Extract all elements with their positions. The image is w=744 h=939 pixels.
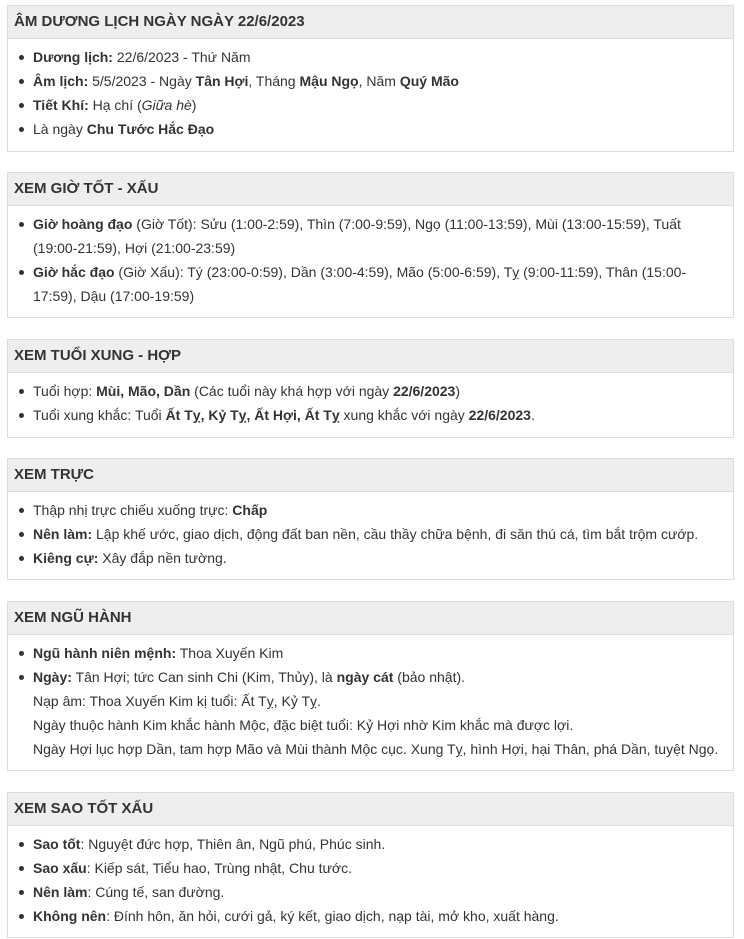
list-item [8,403,733,427]
section-am-duong-lich [7,5,734,152]
list-item [8,832,733,856]
item-text: Tân Hợi; tức Can sinh Chi (Kim, Thủy), là [71,669,337,685]
item-text: Ngày thuộc hành Kim khắc hành Mộc, đặc biệt tuổi: Kỷ Hợi nhờ Kim khắc mà được lợi. [33,717,574,733]
item-text: ) [191,97,197,113]
item-list [8,373,733,427]
bullet-icon [19,914,24,919]
item-text: Lập khế ước, giao dịch, động đất ban nền, cầu thầy chữa bệnh, đi săn thú cá, tìm bắt trộm cướp. [92,526,699,542]
item-label: Ngũ hành niên mệnh: [33,645,177,661]
item-text: Thập nhị trực chiếu xuống trực: [33,502,233,518]
item-bold: Mậu Ngọ [299,73,359,89]
item-text: ) [455,383,461,399]
list-item [8,641,733,665]
list-item [8,665,733,689]
bullet-icon [19,79,24,84]
item-text: : Nguyệt đức hợp, Thiên ân, Ngũ phú, Phúc sinh. [80,836,386,852]
section-ngu-hanh [7,601,734,771]
item-list [8,826,733,928]
list-item [8,93,733,117]
bullet-icon [19,389,24,394]
item-bold: Mùi, Mão, Dần [96,383,191,399]
section-gio-tot-xau [7,172,734,318]
item-text: Ngày Hợi lục hợp Dần, tam hợp Mão và Mùi thành Mộc cục. Xung Tỵ, hình Hợi, hại Thân, phá Dần, tuyệt Ngọ. [33,741,719,757]
bullet-icon [19,532,24,537]
item-text: 22/6/2023 - Thứ Năm [112,49,251,65]
list-item [8,212,733,260]
section-sao-tot-xau [7,792,734,938]
item-text: Hạ chí ( [88,97,142,113]
item-bold: 22/6/2023 [393,383,456,399]
item-text: : Cúng tế, san đường. [87,884,225,900]
item-label: Dương lịch: [33,49,113,65]
item-list [8,635,733,761]
list-item [8,904,733,928]
bullet-icon [19,556,24,561]
section-title: XEM TRỰC [8,459,733,492]
item-text: (Các tuổi này khá hợp với ngày [190,383,394,399]
bullet-icon [19,842,24,847]
section-xem-truc [7,458,734,580]
item-label: Nên làm: [33,526,93,542]
list-item [8,69,733,93]
item-text: 5/5/2023 - Ngày [88,73,196,89]
item-list [8,492,733,570]
item-label: Nên làm [33,884,88,900]
item-text: : Kiếp sát, Tiểu hao, Trùng nhật, Chu tước. [86,860,352,876]
list-item [8,260,733,308]
item-label: Âm lịch: [33,73,89,89]
list-item [8,117,733,141]
list-item [8,45,733,69]
item-text: (Giờ Xấu): Tý (23:00-0:59), Dần (3:00-4:59), Mão (5:00-6:59), Tỵ (9:00-11:59), Thân (15:00-17:59), Dậu (17:00-19:59) [33,264,687,304]
list-item [8,689,733,713]
list-item [8,546,733,570]
item-text: xung khắc với ngày [339,407,469,423]
item-text: , Tháng [248,73,300,89]
item-label: Kiêng cự: [33,550,99,566]
section-title: XEM GIỜ TỐT - XẤU [8,173,733,206]
list-item [8,522,733,546]
item-text: Thoa Xuyến Kim [176,645,284,661]
list-item [8,856,733,880]
section-title: XEM TUỔI XUNG - HỢP [8,340,733,373]
item-text: , Năm [358,73,400,89]
section-tuoi-xung-hop [7,339,734,438]
section-title: XEM SAO TỐT XẤU [8,793,733,826]
item-bold: ngày cát [336,669,394,685]
item-label: Ngày: [33,669,72,685]
item-label: Sao tốt [33,836,81,852]
item-italic: Giữa hè [141,97,192,113]
item-bold: Tân Hợi [195,73,249,89]
item-text: Xây đắp nền tường. [98,550,227,566]
item-bold: Ất Tỵ, Kỷ Tỵ, Ất Hợi, Ất Tỵ [165,407,340,423]
item-text: (bảo nhật). [393,669,466,685]
item-label: Giờ hắc đạo [33,264,115,280]
bullet-icon [19,651,24,656]
item-label: Tiết Khí: [33,97,89,113]
bullet-icon [19,413,24,418]
item-text: Tuổi hợp: [33,383,97,399]
item-list [8,39,733,141]
item-bold: Quý Mão [399,73,459,89]
bullet-icon [19,103,24,108]
item-bold: Chu Tước Hắc Đạo [86,121,215,137]
item-bold: 22/6/2023 [468,407,531,423]
bullet-icon [19,508,24,513]
list-item [8,379,733,403]
item-text: . [530,407,535,423]
section-title: XEM NGŨ HÀNH [8,602,733,635]
bullet-icon [19,222,24,227]
item-text: Tuổi xung khắc: Tuổi [33,407,166,423]
list-item [8,737,733,761]
bullet-icon [19,675,24,680]
bullet-icon [19,55,24,60]
bullet-icon [19,866,24,871]
item-bold: Chấp [232,502,268,518]
item-label: Sao xấu [33,860,87,876]
item-text: : Đính hôn, ăn hỏi, cưới gả, ký kết, giao dịch, nạp tài, mở kho, xuất hàng. [106,908,559,924]
section-title: ÂM DƯƠNG LỊCH NGÀY NGÀY 22/6/2023 [8,6,733,39]
bullet-icon [19,270,24,275]
item-text: Là ngày [33,121,87,137]
list-item [8,713,733,737]
item-label: Giờ hoàng đạo [33,216,133,232]
item-list [8,206,733,308]
bullet-icon [19,127,24,132]
bullet-icon [19,890,24,895]
item-text: (Giờ Tốt): Sửu (1:00-2:59), Thìn (7:00-9:59), Ngọ (11:00-13:59), Mùi (13:00-15:59), Tuất (19:00-21:59), Hợi (21:00-23:59) [33,216,681,256]
item-text: Nạp âm: Thoa Xuyến Kim kị tuổi: Ất Tỵ, Kỷ Tỵ. [33,693,321,709]
list-item [8,880,733,904]
item-label: Không nên [33,908,107,924]
list-item [8,498,733,522]
